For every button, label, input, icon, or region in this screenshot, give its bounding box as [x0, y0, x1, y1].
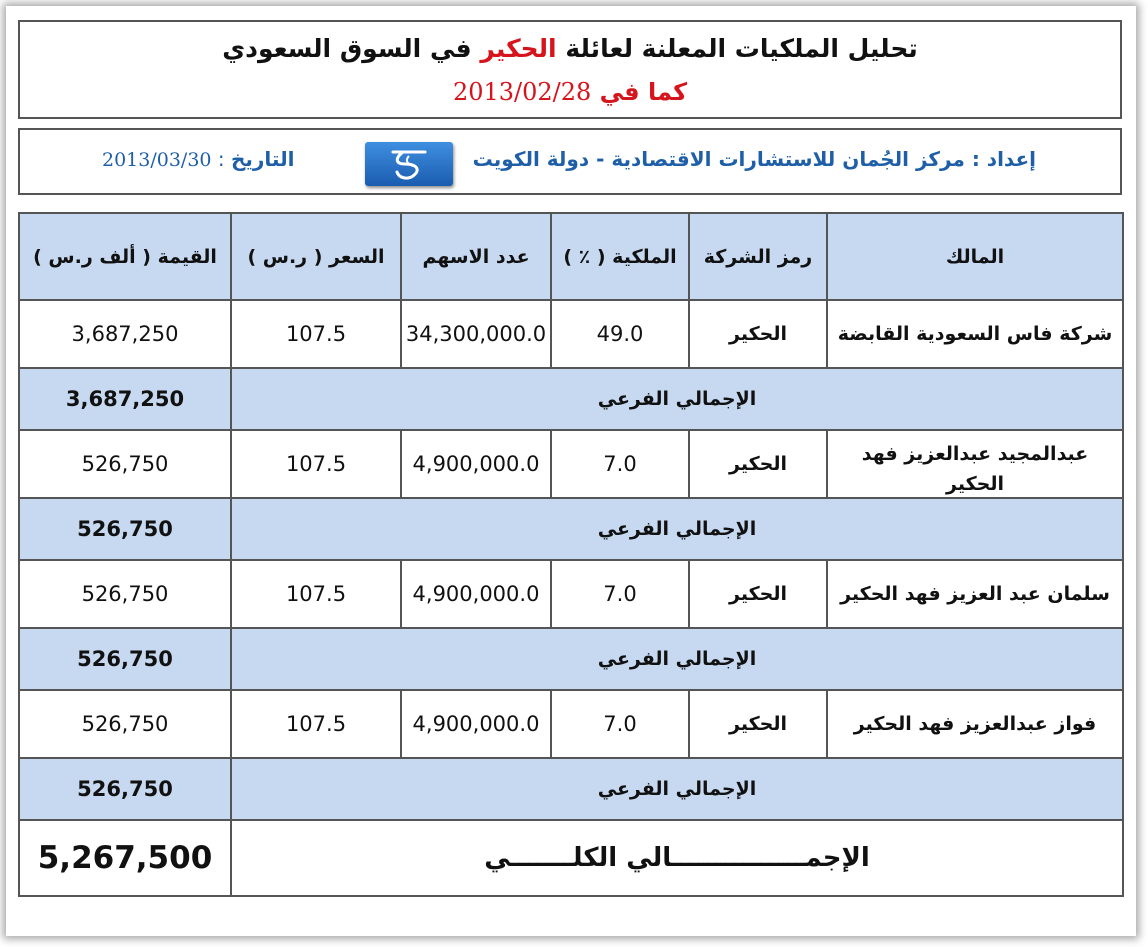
owner-name-clipped: عبدالمجيد عبدالعزيز فهد الحكير [861, 443, 1089, 495]
ownership-table [18, 212, 1124, 897]
title-box [18, 20, 1122, 119]
subtotal-label: الإجمالي الفرعي [231, 758, 1123, 820]
subtotal-value: 3,687,250 [19, 368, 231, 430]
cell-owner [827, 430, 1123, 498]
cell-shares: 4,900,000.0 [401, 430, 551, 498]
table-row [19, 690, 1123, 758]
cell-ownership: 7.0 [551, 560, 689, 628]
prepared-by: إعداد : مركز الجُمان للاستشارات الاقتصادية - دولة الكويت [472, 147, 1036, 171]
subtotal-value: 526,750 [19, 498, 231, 560]
table-row [19, 430, 1123, 498]
subtotal-row [19, 368, 1123, 430]
as-of-label: كما في [591, 78, 688, 106]
cell-shares: 4,900,000.0 [401, 560, 551, 628]
cell-price: 107.5 [231, 560, 401, 628]
title-text-end: في السوق السعودي [222, 34, 481, 63]
table-row [19, 560, 1123, 628]
table-row [19, 300, 1123, 368]
grand-total-label: الإجمـــــــــــــــالي الكلـــــــي [231, 820, 1123, 896]
subtotal-label: الإجمالي الفرعي [231, 368, 1123, 430]
subtotal-row [19, 498, 1123, 560]
subtotal-label: الإجمالي الفرعي [231, 498, 1123, 560]
title-text-start: تحليل الملكيات المعلنة لعائلة [556, 34, 918, 63]
grand-total-row [19, 820, 1123, 896]
report-title [20, 34, 1120, 63]
cell-owner: فواز عبدالعزيز فهد الحكير [827, 690, 1123, 758]
cell-symbol: الحكير [689, 430, 827, 498]
jumman-logo-icon [365, 142, 453, 186]
info-box [18, 128, 1122, 195]
cell-price: 107.5 [231, 300, 401, 368]
as-of-date: 2013/02/28 [452, 78, 592, 106]
col-header-ownership: الملكية ( ٪ ) [551, 213, 689, 300]
subtotal-row [19, 758, 1123, 820]
date-separator: : [211, 147, 231, 171]
cell-value: 526,750 [19, 690, 231, 758]
report-as-of [20, 78, 1120, 106]
col-header-value: القيمة ( ألف ر.س ) [19, 213, 231, 300]
cell-shares: 34,300,000.0 [401, 300, 551, 368]
col-header-owner: المالك [827, 213, 1123, 300]
date-value: 2013/03/30 [102, 149, 212, 171]
subtotal-value: 526,750 [19, 758, 231, 820]
date-label: التاريخ [230, 147, 295, 171]
subtotal-value: 526,750 [19, 628, 231, 690]
grand-total-value: 5,267,500 [19, 820, 231, 896]
cell-value: 3,687,250 [19, 300, 231, 368]
cell-price: 107.5 [231, 690, 401, 758]
cell-owner: سلمان عبد العزيز فهد الحكير [827, 560, 1123, 628]
cell-price: 107.5 [231, 430, 401, 498]
cell-ownership: 49.0 [551, 300, 689, 368]
cell-symbol: الحكير [689, 560, 827, 628]
subtotal-row [19, 628, 1123, 690]
subtotal-label: الإجمالي الفرعي [231, 628, 1123, 690]
cell-owner: شركة فاس السعودية القابضة [827, 300, 1123, 368]
cell-symbol: الحكير [689, 300, 827, 368]
col-header-price: السعر ( ر.س ) [231, 213, 401, 300]
cell-ownership: 7.0 [551, 690, 689, 758]
report-date [102, 147, 294, 171]
table-header-row [19, 213, 1123, 300]
col-header-symbol: رمز الشركة [689, 213, 827, 300]
cell-shares: 4,900,000.0 [401, 690, 551, 758]
cell-ownership: 7.0 [551, 430, 689, 498]
title-family-name: الحكير [480, 34, 557, 63]
cell-value: 526,750 [19, 560, 231, 628]
col-header-shares: عدد الاسهم [401, 213, 551, 300]
cell-value: 526,750 [19, 430, 231, 498]
cell-symbol: الحكير [689, 690, 827, 758]
